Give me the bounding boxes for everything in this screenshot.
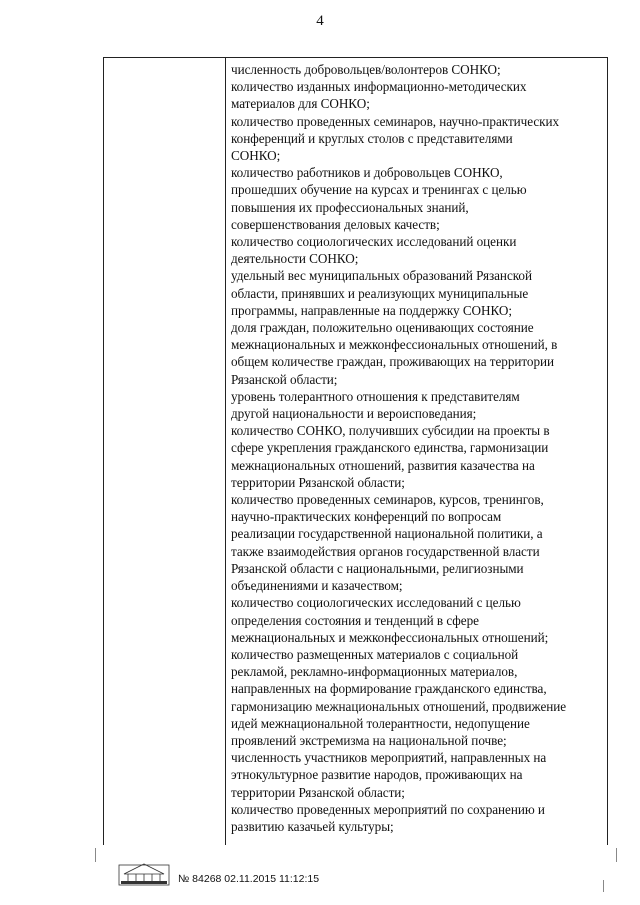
text-line: определения состояния и тенденций в сфере	[231, 612, 479, 628]
text-line: уровень толерантного отношения к представителям	[231, 388, 520, 404]
footer	[118, 860, 438, 890]
text-line: количество социологических исследований с целью	[231, 595, 521, 611]
document-registration-number: № 84268 02.11.2015 11:12:15	[178, 873, 320, 885]
corner-mark-right	[616, 848, 617, 862]
text-line: другой национальности и вероисповедания;	[231, 406, 477, 422]
text-line: численность участников мероприятий, направленных на	[231, 750, 547, 766]
text-line: общем количестве граждан, проживающих на территории	[231, 354, 555, 370]
text-line: области, принявших и реализующих муниципальные	[231, 285, 529, 301]
text-line: совершенствования деловых качеств;	[231, 216, 440, 232]
text-line: также взаимодействия органов государственной власти	[231, 543, 540, 559]
corner-mark-left	[95, 848, 96, 862]
text-line: этнокультурное развитие народов, проживающих на	[231, 767, 523, 783]
column-divider	[225, 58, 226, 845]
text-line: направленных на формирование гражданского единства,	[231, 681, 547, 697]
page-number: 4	[316, 13, 324, 29]
text-line: научно-практических конференций по вопросам	[231, 509, 502, 525]
text-line: конференций и круглых столов с представителями	[231, 130, 513, 146]
text-line: количество проведенных семинаров, курсов, тренингов,	[231, 492, 544, 508]
text-line: численность добровольцев/волонтеров СОНКО;	[231, 62, 501, 77]
text-line: межнациональных отношений, развития казачества на	[231, 457, 535, 473]
text-line: программы, направленные на поддержку СОНКО;	[231, 302, 513, 318]
text-line: идей межнациональной толерантности, недопущение	[231, 715, 530, 731]
text-line: межнациональных и межконфессиональных отношений;	[231, 629, 549, 645]
text-line: количество проведенных мероприятий по сохранению и	[231, 801, 545, 817]
text-line: прошедших обучение на курсах и тренингах с целью	[231, 182, 527, 198]
edge-mark-right	[603, 880, 604, 892]
text-line: территории Рязанской области;	[231, 474, 405, 490]
text-line: количество работников и добровольцев СОНКО,	[231, 165, 503, 181]
indicators-table	[103, 57, 608, 845]
text-line: рекламой, рекламно-информационных материалов,	[231, 664, 518, 680]
text-line: доля граждан, положительно оценивающих состояние	[231, 320, 534, 336]
text-line: количество СОНКО, получивших субсидии на проекты в	[231, 423, 550, 439]
text-line: развитию казачьей культуры;	[231, 818, 394, 834]
text-line: количество изданных информационно-методических	[231, 79, 527, 95]
text-line: деятельности СОНКО;	[231, 251, 359, 267]
text-line: проявлений экстремизма на национальной почве;	[231, 732, 507, 748]
text-line: объединениями и казачеством;	[231, 578, 403, 594]
text-line: удельный вес муниципальных образований Рязанской	[231, 268, 532, 284]
text-line: территории Рязанской области;	[231, 784, 405, 800]
government-building-icon	[118, 860, 170, 886]
text-line: межнациональных и межконфессиональных отношений, в	[231, 337, 558, 353]
text-line: количество проведенных семинаров, научно-практических	[231, 113, 560, 129]
text-line: гармонизацию межнациональных отношений, продвижение	[231, 698, 567, 714]
text-line: реализации государственной национальной политики, а	[231, 526, 543, 542]
text-line: Рязанской области с национальными, религиозными	[231, 560, 524, 576]
text-line: повышения их профессиональных знаний,	[231, 199, 469, 215]
text-line: СОНКО;	[231, 148, 281, 164]
text-line: Рязанской области;	[231, 371, 338, 387]
text-line: сфере укрепления гражданского единства, гармонизации	[231, 440, 549, 456]
text-line: материалов для СОНКО;	[231, 96, 370, 112]
indicators-text	[231, 61, 606, 835]
text-line: количество размещенных материалов с социальной	[231, 646, 519, 662]
text-line: количество социологических исследований оценки	[231, 234, 517, 250]
